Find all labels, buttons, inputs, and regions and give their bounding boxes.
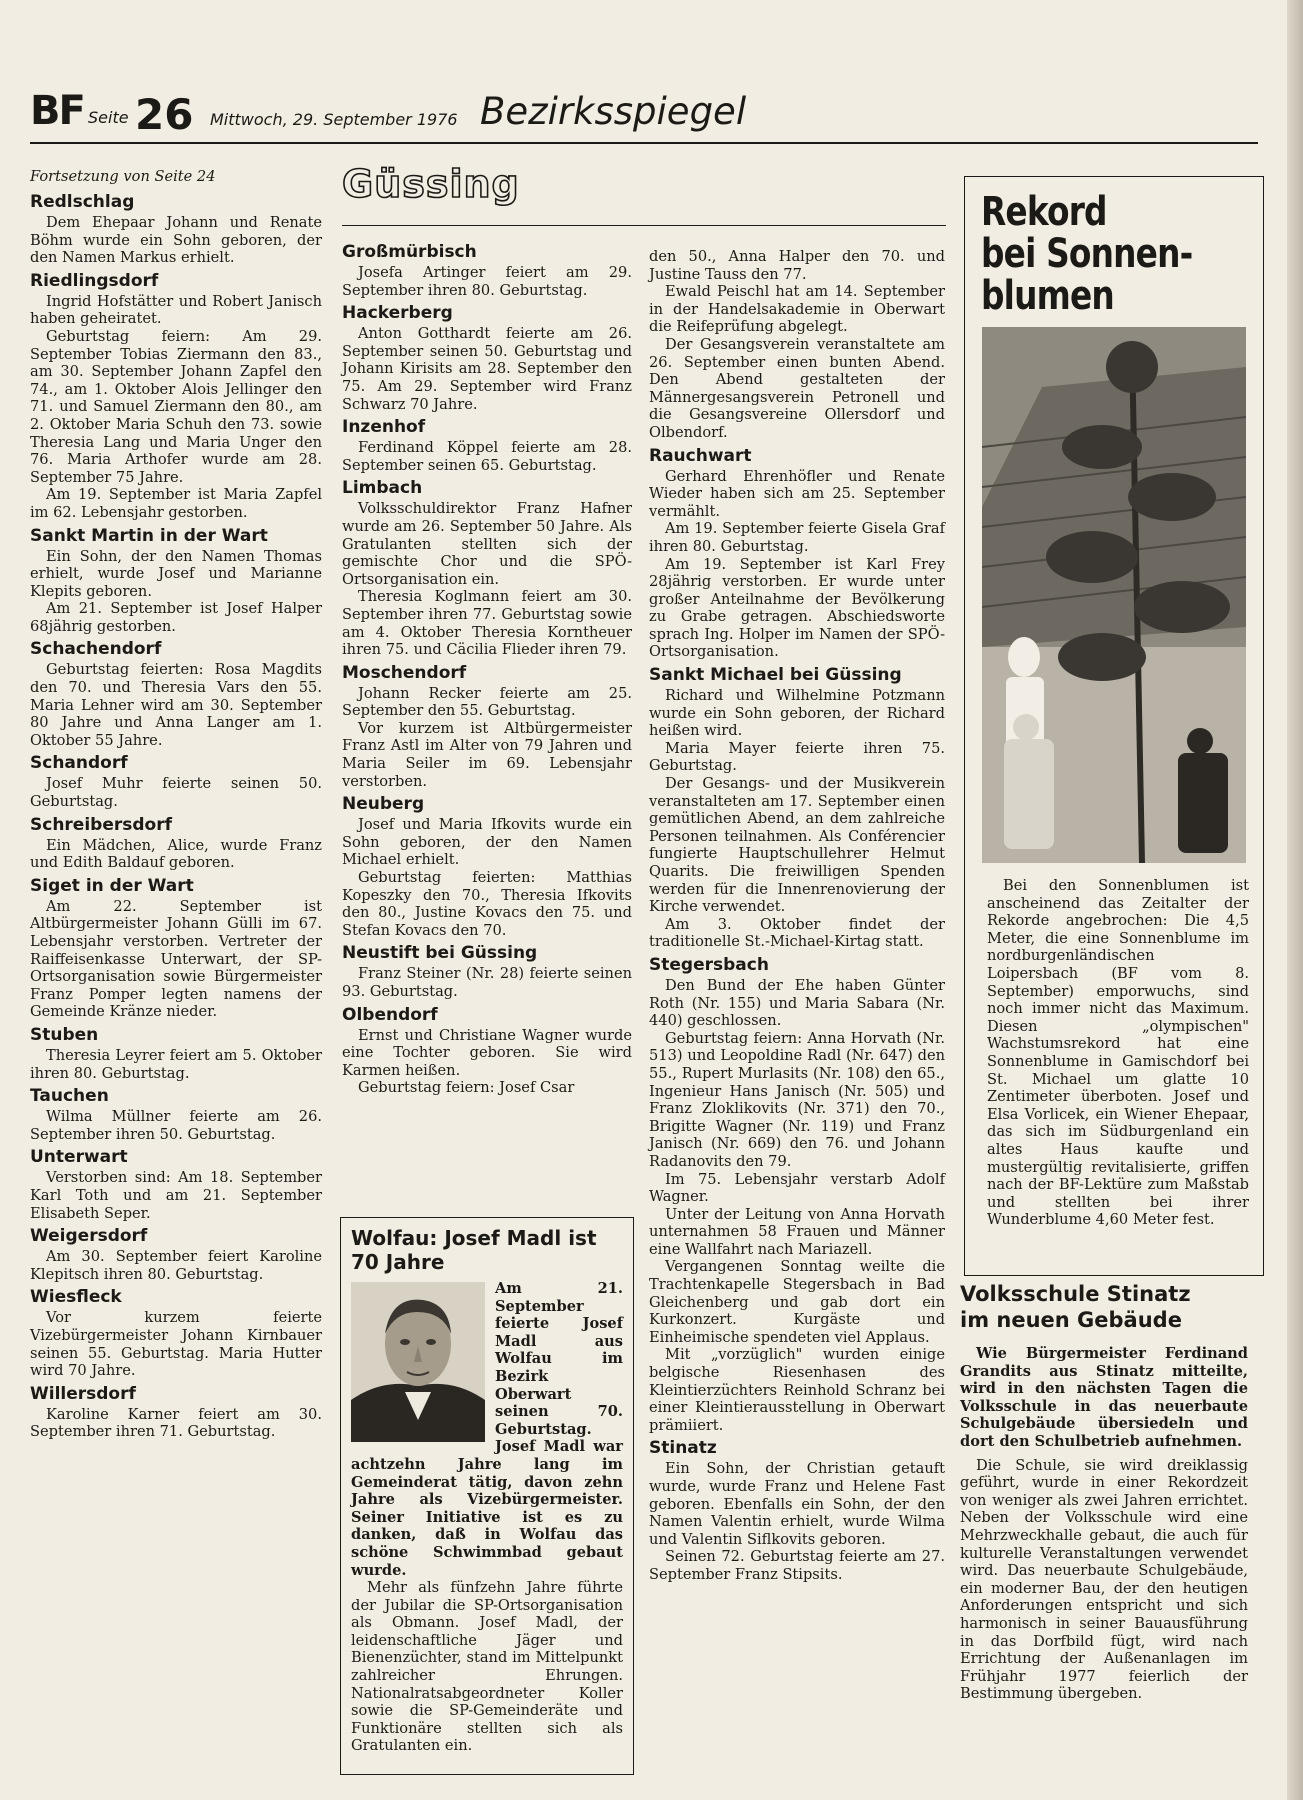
issue-date: Mittwoch, 29. September 1976 [210,110,458,129]
paragraph: Vor kurzem ist Altbürgermeister Franz Astl im Alter von 79 Jahren und Maria Seiler im 69. Lebensjahr verstorben. [342,719,632,790]
paragraph: Geburtstag feiern: Am 29. September Tobias Ziermann den 83., am 30. September Johann Zapfel den 74., am 1. Oktober Alois Jellinger den 71. und Samuel Ziermann den 80., am 2. Oktober Maria Schuh den 73. sowie Theresia Lang und Maria Unger den 76. Maria Arthofer wurde am 28. September 75 Jahre. [30,327,322,486]
portrait-photo [351,1282,485,1442]
bf-logo: BF [30,88,84,134]
paragraph: Ingrid Hofstätter und Robert Janisch haben geheiratet. [30,292,322,328]
page-number: 26 [135,90,194,139]
paragraph: Geburtstag feierten: Matthias Kopeszky den 70., Theresia Ifkovits den 80., Justine Kovacs den 75. und Stefan Kovacs den 70. [342,869,632,939]
paragraph: Johann Recker feierte am 25. September den 55. Geburtstag. [342,684,632,720]
paragraph: Vor kurzem feierte Vizebürgermeister Johann Kirnbauer seinen 55. Geburtstag. Maria Hutter wird 70 Jahre. [30,1309,322,1380]
paragraph: Geburtstag feiern: Anna Horvath (Nr. 513) und Leopoldine Radl (Nr. 647) den 55., Rupert Murlasits (Nr. 108) den 65., Ingenieur Hans Janisch (Nr. 505) und Franz Zloklikovits (Nr. 371) den 70., Brigitte Wagner (Nr. 119) und Franz Janisch (Nr. 669) den 76. und Johann Radanovits den 79. [649,1029,945,1170]
heading-rauchwart: Rauchwart [649,445,752,466]
paragraph: Anton Gotthardt feierte am 26. September seinen 50. Geburtstag und Johann Kirisits am 28. September den 75. Am 29. September wird Franz Schwarz 70 Jahre. [342,325,632,413]
heading-hackerberg: Hackerberg [342,303,453,324]
paragraph: Geburtstag feiern: Josef Csar [358,1079,575,1097]
heading-weigersdorf: Weigersdorf [30,1226,148,1247]
heading-neuberg: Neuberg [342,794,425,815]
paragraph: Josef Muhr feierte seinen 50. Geburtstag. [30,775,322,811]
heading-neustift: Neustift bei Güssing [342,943,538,964]
paragraph: Ernst und Christiane Wagner wurde eine Tochter geboren. Sie wird Karmen heißen. [342,1026,632,1079]
guessing-header: Güssing [342,162,520,206]
heading-sankt-martin: Sankt Martin in der Wart [30,525,268,546]
stinatz-article [960,1281,1248,1703]
paragraph: Ein Sohn, der Christian getauft wurde, wurde Franz und Helene Fast geboren. Ebenfalls ein Sohn, der den Namen Valentin erhielt, wurde Wilma und Valentin Siflkovits geboren. [649,1460,945,1548]
rekord-headline-line: bei Sonnen- [981,231,1193,277]
masthead [30,86,1250,142]
paragraph: Am 22. September ist Altbürgermeister Johann Gülli im 67. Lebensjahr verstorben. Vertreter der Raiffeisenkasse Unterwart, der SP-Ortsorganisation sowie Bürgermeister Franz Pomper legten namens der Gemeinde Kränze nieder. [30,897,322,1021]
paragraph: Am 21. September ist Josef Halper 68jährig gestorben. [30,600,322,635]
heading-schandorf: Schandorf [30,753,128,774]
paragraph: Maria Mayer feierte ihren 75. Geburtstag. [649,739,945,775]
madl-lead: Am 21. September feierte Josef Madl aus Wolfau im Bezirk Oberwart seinen 70. Geburtstag. Josef Madl war achtzehn Jahre lang im Gemeinderat tätig, davon zehn Jahre als Vizebürgermeister. Seiner Initiative ist es zu danken, daß in Wolfau das schöne Schwimmbad gebaut wurde. [351,1280,623,1579]
heading-sankt-michael: Sankt Michael bei Güssing [649,665,902,686]
paragraph: Am 30. September feiert Karoline Klepitsch ihren 80. Geburtstag. [30,1248,322,1283]
stinatz-lead: Wie Bürgermeister Ferdinand Grandits aus Stinatz mitteilte, wird in den nächsten Tagen die Volksschule in das neuerbaute Schulgebäude übersiedeln und dort den Schulbetrieb aufnehmen. [960,1345,1248,1450]
stinatz-headline-line: im neuen Gebäude [960,1308,1182,1332]
column-2 [342,238,632,1097]
paragraph: Volksschuldirektor Franz Hafner wurde am 26. September 50 Jahre. Als Gratulanten stellten sich der gemischte Chor und die SPÖ-Ortsorganisation ein. [342,500,632,588]
masthead-rule [30,142,1258,144]
section-title: Bezirksspiegel [480,90,747,133]
column-3 [649,248,945,1584]
heading-schachendorf: Schachendorf [30,639,162,660]
paragraph: Dem Ehepaar Johann und Renate Böhm wurde ein Sohn geboren, der den Namen Markus erhielt. [30,214,322,267]
heading-limbach: Limbach [342,478,423,499]
paragraph: Am 19. September feierte Gisela Graf ihren 80. Geburtstag. [649,520,945,555]
heading-stegersbach: Stegersbach [649,954,769,975]
paragraph: Der Gesangs- und der Musikverein veranstalteten am 17. September einen gemütlichen Abend, an dem zahlreiche Personen teilnahmen. Als Conférencier fungierte Hauptschullehrer Helmut Quarits. Die freiwilligen Spenden werden für die Innenrenovierung der Kirche verwendet. [649,775,945,916]
paragraph: Wilma Müllner feierte am 26. September ihren 50. Geburtstag. [30,1108,322,1143]
stinatz-body: Die Schule, sie wird dreiklassig geführt, wurde in einer Rekordzeit von weniger als zwei Jahren errichtet. Neben der Volksschule wird eine Mehrzweckhalle gebaut, die auch für kulturelle Veranstaltungen verwendet wird. Das neuerbaute Schulgebäude, ein moderner Bau, der den heutigen Anforderungen entspricht und sich harmonisch in seiner Bauausführung in das Dorfbild fügt, wird nach Errichtung der Außenanlagen im Frühjahr 1977 feierlich der Bestimmung übergeben. [960,1456,1248,1703]
paragraph: Gerhard Ehrenhöfler und Renate Wieder haben sich am 25. September vermählt. [649,467,945,520]
madl-body: Mehr als fünfzehn Jahre führte der Jubilar die SP-Ortsorganisation als Obmann. Josef Madl, der leidenschaftliche Jäger und Bienenzüchter, stand im Mittelpunkt zahlreicher Ehrungen. Nationalratsabgeordneter Koller sowie die SP-Gemeinderäte und Funktionäre stellten sich als Gratulanten ein. [351,1579,623,1755]
paragraph: Josef und Maria Ifkovits wurde ein Sohn geboren, der den Namen Michael erhielt. [342,816,632,869]
paragraph: Karoline Karner feiert am 30. September ihren 71. Geburtstag. [30,1405,322,1441]
heading-willersdorf: Willersdorf [30,1383,136,1404]
rekord-article-box [964,176,1264,1276]
page-edge [1287,0,1303,1800]
heading-unterwart: Unterwart [30,1147,128,1168]
heading-moschendorf: Moschendorf [342,662,467,683]
paragraph: Mit „vorzüglich" wurden einige belgische Riesenhasen des Kleintierzüchters Reinhold Schranz bei einer Kleintierausstellung in Oberwart prämiiert. [649,1346,945,1434]
heading-grossmuerbisch: Großmürbisch [342,242,477,262]
page-label: Seite [88,108,129,127]
rekord-body: Bei den Sonnenblumen ist anscheinend das Zeitalter der Rekorde angebrochen: Die 4,5 Meter, die eine Sonnenblume im nordburgenländischen Loipersbach (BF vom 8. September) emporwuchs, sind noch immer nicht das Maximum. Diesen „olympischen" Wachstumsrekord hat eine Sonnenblume in Gamischdorf bei St. Michael um glatte 10 Zentimeter überboten. Josef und Elsa Vorlicek, ein Wiener Ehepaar, das sich im Südburgenland ein altes Haus kaufte und mustergültig revitalisierte, griffen nach der BF-Lektüre zum Maßstab und stellten bei ihrer Wunderblume 4,60 Meter fest. [987,877,1249,1229]
rekord-headline-line: blumen [981,273,1114,319]
heading-redlschlag: Redlschlag [30,192,135,212]
heading-inzenhof: Inzenhof [342,417,426,438]
heading-siget: Siget in der Wart [30,875,194,896]
paragraph: Vergangenen Sonntag weilte die Trachtenkapelle Stegersbach in Bad Gleichenberg und gab dort ein Kurkonzert. Kurgäste und Einheimische spendeten viel Applaus. [649,1258,945,1346]
paragraph: Ein Sohn, der den Namen Thomas erhielt, wurde Josef und Marianne Klepits geboren. [30,547,322,600]
madl-headline: Wolfau: Josef Madl ist 70 Jahre [351,1226,597,1274]
paragraph: Unter der Leitung von Anna Horvath unternahmen 58 Frauen und Männer eine Wallfahrt nach Mariazell. [649,1205,945,1258]
stinatz-headline [960,1281,1248,1333]
heading-riedlingsdorf: Riedlingsdorf [30,270,159,291]
paragraph: Am 19. September ist Maria Zapfel im 62. Lebensjahr gestorben. [30,486,322,521]
heading-tauchen: Tauchen [30,1086,109,1107]
paragraph: Verstorben sind: Am 18. September Karl Toth und am 21. September Elisabeth Seper. [30,1169,322,1222]
paragraph: Theresia Leyrer feiert am 5. Oktober ihren 80. Geburtstag. [30,1046,322,1082]
paragraph: den 50., Anna Halper den 70. und Justine Tauss den 77. [649,248,945,283]
paragraph: Der Gesangsverein veranstaltete am 26. September einen bunten Abend. Den Abend gestalteten der Männergesangsverein Petronell und die Gesangsvereine Ollersdorf und Olbendorf. [649,335,945,441]
rekord-headline-line: Rekord [981,189,1107,235]
paragraph: Josefa Artinger feiert am 29. September ihren 80. Geburtstag. [342,264,632,299]
sunflower-photo [982,327,1246,863]
heading-schreibersdorf: Schreibersdorf [30,814,172,835]
paragraph: Ewald Peischl hat am 14. September in der Handelsakademie in Oberwart die Reifeprüfung abgelegt. [649,283,945,336]
paragraph: Richard und Wilhelmine Potzmann wurde ein Sohn geboren, der Richard heißen wird. [649,687,945,740]
paragraph: Im 75. Lebensjahr verstarb Adolf Wagner. [649,1170,945,1206]
stinatz-headline-line: Volksschule Stinatz [960,1282,1191,1306]
guessing-rule [342,225,946,226]
portrait-illustration [351,1282,485,1442]
madl-article-box [340,1217,634,1775]
paragraph: Geburtstag feierten: Rosa Magdits den 70. und Theresia Vars den 55. Maria Lehner wird am 30. September 80 Jahre und Anna Langer am 1. Oktober 55 Jahre. [30,661,322,749]
paragraph: Am 19. September ist Karl Frey 28jährig verstorben. Er wurde unter großer Anteilnahme der Bevölkerung zu Grabe getragen. Abschiedsworte sprach Ing. Holper im Namen der SPÖ-Ortsorganisation. [649,555,945,661]
heading-stuben: Stuben [30,1024,99,1045]
paragraph: Den Bund der Ehe haben Günter Roth (Nr. 155) und Maria Sabara (Nr. 440) geschlossen. [649,976,945,1030]
column-1 [30,168,322,1441]
sunflower-photo-illustration [982,327,1246,863]
paragraph: Franz Steiner (Nr. 28) feierte seinen 93. Geburtstag. [342,965,632,1000]
paragraph: Seinen 72. Geburtstag feierte am 27. September Franz Stipsits. [649,1548,945,1583]
heading-wiesfleck: Wiesfleck [30,1287,122,1308]
paragraph: Theresia Koglmann feiert am 30. September ihren 77. Geburtstag sowie am 4. Oktober Theresia Korntheuer ihren 75. und Cäcilia Flieder ihren 79. [342,588,632,659]
paragraph: Am 3. Oktober findet der traditionelle St.-Michael-Kirtag statt. [649,915,945,951]
heading-olbendorf: Olbendorf [342,1004,438,1025]
paragraph: Ferdinand Köppel feierte am 28. September seinen 65. Geburtstag. [342,439,632,474]
rekord-headline [981,191,1252,317]
heading-stinatz: Stinatz [649,1438,717,1459]
paragraph: Ein Mädchen, Alice, wurde Franz und Edith Baldauf geboren. [30,836,322,872]
continuation-note: Fortsetzung von Seite 24 [30,168,216,185]
